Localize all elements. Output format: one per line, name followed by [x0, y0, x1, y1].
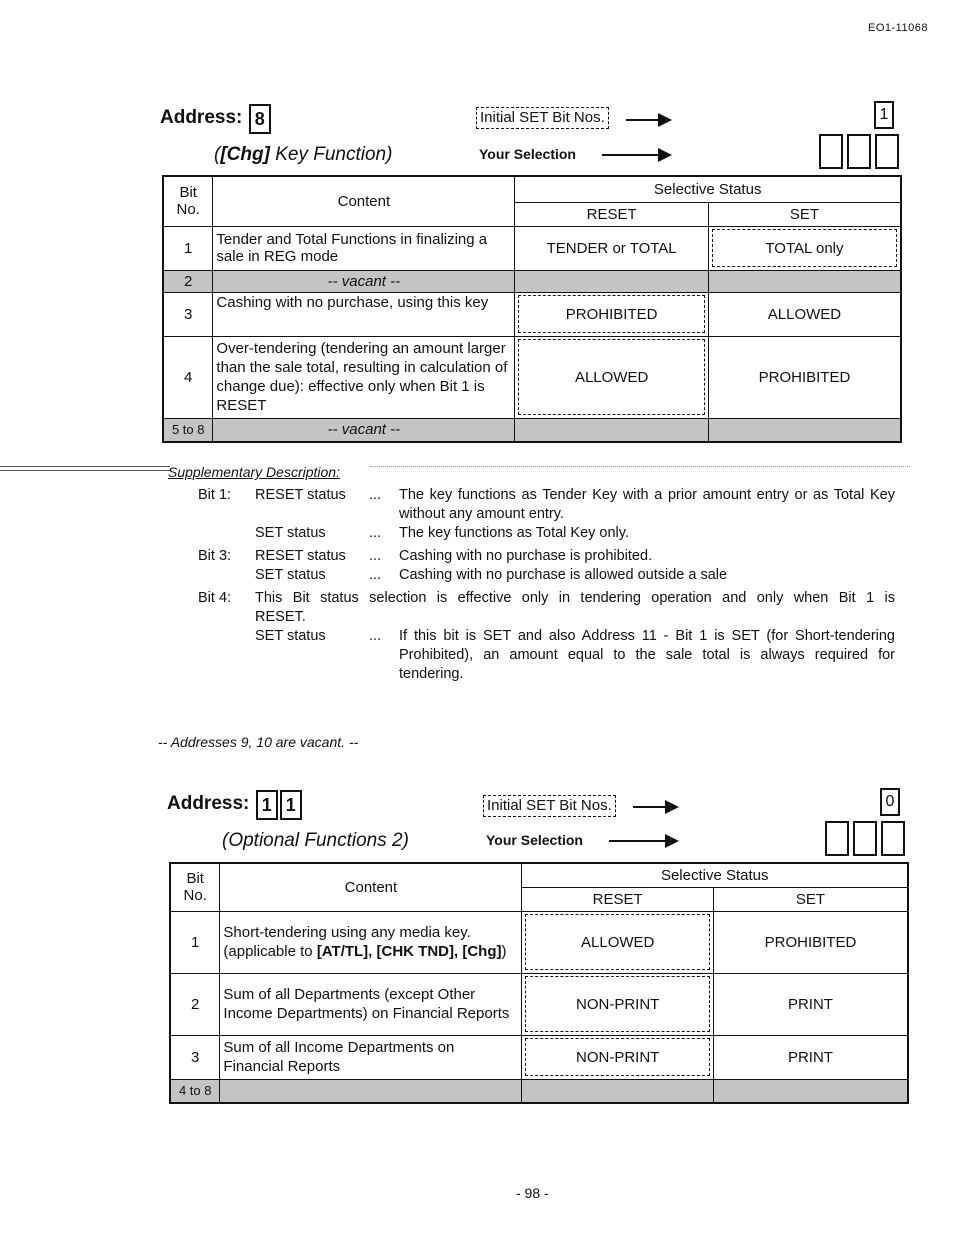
selective-status-header: Selective Status	[522, 863, 908, 887]
table-row	[163, 226, 901, 270]
row-content: Cashing with no purchase, using this key	[213, 292, 515, 336]
subtitle-rest: Key Function)	[269, 144, 393, 165]
reset-cell	[522, 973, 713, 1035]
address-digit: 1	[280, 790, 302, 820]
content-header: Content	[213, 176, 515, 226]
bit3-reset-text: Cashing with no purchase is prohibited.	[399, 548, 653, 564]
bit1-set-label: SET status	[255, 525, 326, 541]
bit-no-header: Bit No.	[170, 863, 220, 911]
divider	[370, 466, 910, 467]
address-digit: 1	[256, 790, 278, 820]
bit-number: 4 to 8	[170, 1079, 220, 1103]
row-content	[220, 911, 522, 973]
reset-value: NON-PRINT	[525, 976, 709, 1032]
address-8-heading	[160, 104, 271, 134]
row-content	[220, 1079, 522, 1103]
selection-box[interactable]	[847, 134, 871, 169]
row-content: -- vacant --	[213, 270, 515, 292]
row-content: Sum of all Income Departments on Financial Reports	[220, 1035, 522, 1079]
divider	[0, 466, 170, 467]
set-header: SET	[708, 202, 901, 226]
content-header: Content	[220, 863, 522, 911]
reset-header: RESET	[522, 887, 713, 911]
address-label: Address:	[167, 793, 250, 815]
your-selection-label: Your Selection	[479, 146, 576, 162]
row-content: Over-tendering (tendering an amount larger than the sale total, resulting in calculation of change due): effective only when Bit 1 is RESET	[213, 336, 515, 418]
row-content: Tender and Total Functions in finalizing a sale in REG mode	[213, 226, 515, 270]
table-row	[170, 1079, 908, 1103]
selective-status-header: Selective Status	[515, 176, 901, 202]
table-row	[163, 336, 901, 418]
bit-number: 4	[163, 336, 213, 418]
table-row	[170, 911, 908, 973]
ellipsis: ...	[369, 567, 382, 583]
table-row	[170, 1035, 908, 1079]
table-row	[163, 270, 901, 292]
row-content: -- vacant --	[213, 418, 515, 442]
bit1-reset-label: RESET status	[255, 487, 346, 503]
reset-header: RESET	[515, 202, 709, 226]
table-row	[163, 418, 901, 442]
bit4-set-label: SET status	[255, 628, 326, 644]
reset-value: ALLOWED	[525, 914, 709, 970]
bit3-reset-label: RESET status	[255, 548, 346, 564]
address-digit: 8	[249, 104, 271, 134]
set-value: PRINT	[713, 1035, 908, 1079]
reset-value: ALLOWED	[518, 339, 705, 415]
address-label: Address:	[160, 107, 243, 129]
set-cell	[708, 226, 901, 270]
set-value: PROHIBITED	[708, 336, 901, 418]
reset-cell	[522, 1035, 713, 1079]
bit-number: 1	[170, 911, 220, 973]
set-header: SET	[713, 887, 908, 911]
arrow-icon	[609, 840, 667, 842]
initial-set-value: 1	[874, 101, 894, 129]
ellipsis: ...	[369, 525, 382, 541]
supplementary-heading: Supplementary Description:	[168, 464, 340, 480]
bit1-reset-text: The key functions as Tender Key with a prior amount entry or as Total Key without any amount entry.	[399, 487, 895, 522]
initial-set-label: Initial SET Bit Nos.	[476, 107, 609, 129]
ellipsis: ...	[369, 548, 382, 564]
selection-box[interactable]	[853, 821, 877, 856]
reset-value: PROHIBITED	[518, 295, 705, 333]
bit3-label: Bit 3:	[198, 548, 232, 564]
bit-no-header: Bit No.	[163, 176, 213, 226]
vacant-addresses-note: -- Addresses 9, 10 are vacant. --	[158, 734, 359, 750]
table-row	[163, 292, 901, 336]
selection-input-boxes[interactable]	[821, 821, 905, 856]
address-11-subtitle: (Optional Functions 2)	[222, 830, 409, 851]
arrow-icon	[602, 154, 660, 156]
bit-number: 3	[170, 1035, 220, 1079]
initial-set-label: Initial SET Bit Nos.	[483, 795, 616, 817]
ellipsis: ...	[369, 487, 382, 503]
bit-number: 1	[163, 226, 213, 270]
subtitle-key: [Chg]	[220, 144, 270, 165]
bit-number: 2	[170, 973, 220, 1035]
set-value: PROHIBITED	[713, 911, 908, 973]
selection-box[interactable]	[881, 821, 905, 856]
address-11-table	[169, 862, 909, 1104]
initial-set-value: 0	[880, 788, 900, 816]
table-row	[170, 973, 908, 1035]
set-value: PRINT	[713, 973, 908, 1035]
bit-number: 2	[163, 270, 213, 292]
reset-value: TENDER or TOTAL	[515, 226, 709, 270]
selection-box[interactable]	[819, 134, 843, 169]
arrow-icon	[626, 119, 660, 121]
selection-input-boxes[interactable]	[815, 134, 899, 169]
document-number: EO1-11068	[868, 22, 928, 34]
row-content: Sum of all Departments (except Other Income Departments) on Financial Reports	[220, 973, 522, 1035]
page-number: - 98 -	[516, 1185, 549, 1201]
bit-number: 5 to 8	[163, 418, 213, 442]
bit-number: 3	[163, 292, 213, 336]
address-8-table	[162, 175, 902, 443]
arrow-icon	[633, 806, 667, 808]
bit4-line1: This Bit status selection is effective only in tendering operation and only when Bit 1 is	[255, 590, 895, 606]
bit4-set-text: If this bit is SET and also Address 11 - Bit 1 is SET (for Short-tendering Prohibited), an amount equal to the sale total is always required for tendering.	[399, 628, 895, 682]
selection-box[interactable]	[825, 821, 849, 856]
set-value: ALLOWED	[708, 292, 901, 336]
bit1-set-text: The key functions as Total Key only.	[399, 525, 629, 541]
bit3-set-text: Cashing with no purchase is allowed outside a sale	[399, 567, 728, 583]
reset-cell	[515, 292, 709, 336]
reset-value: NON-PRINT	[525, 1038, 709, 1076]
selection-box[interactable]	[875, 134, 899, 169]
reset-cell	[515, 336, 709, 418]
content-keys: [AT/TL], [CHK TND], [Chg]	[316, 943, 502, 960]
subtitle-open: (	[214, 144, 221, 165]
set-value: TOTAL only	[712, 229, 897, 267]
your-selection-label: Your Selection	[486, 832, 583, 848]
ellipsis: ...	[369, 628, 382, 644]
address-8-subtitle	[214, 144, 392, 166]
bit4-label: Bit 4:	[198, 590, 232, 606]
content-text: Short-tendering using any media key. (applicable to	[223, 924, 471, 960]
divider	[0, 470, 170, 471]
content-close: )	[501, 943, 507, 960]
reset-cell	[522, 911, 713, 973]
bit1-label: Bit 1:	[198, 487, 232, 503]
address-11-heading	[167, 790, 302, 820]
bit4-line2: RESET.	[255, 609, 306, 625]
bit3-set-label: SET status	[255, 567, 326, 583]
